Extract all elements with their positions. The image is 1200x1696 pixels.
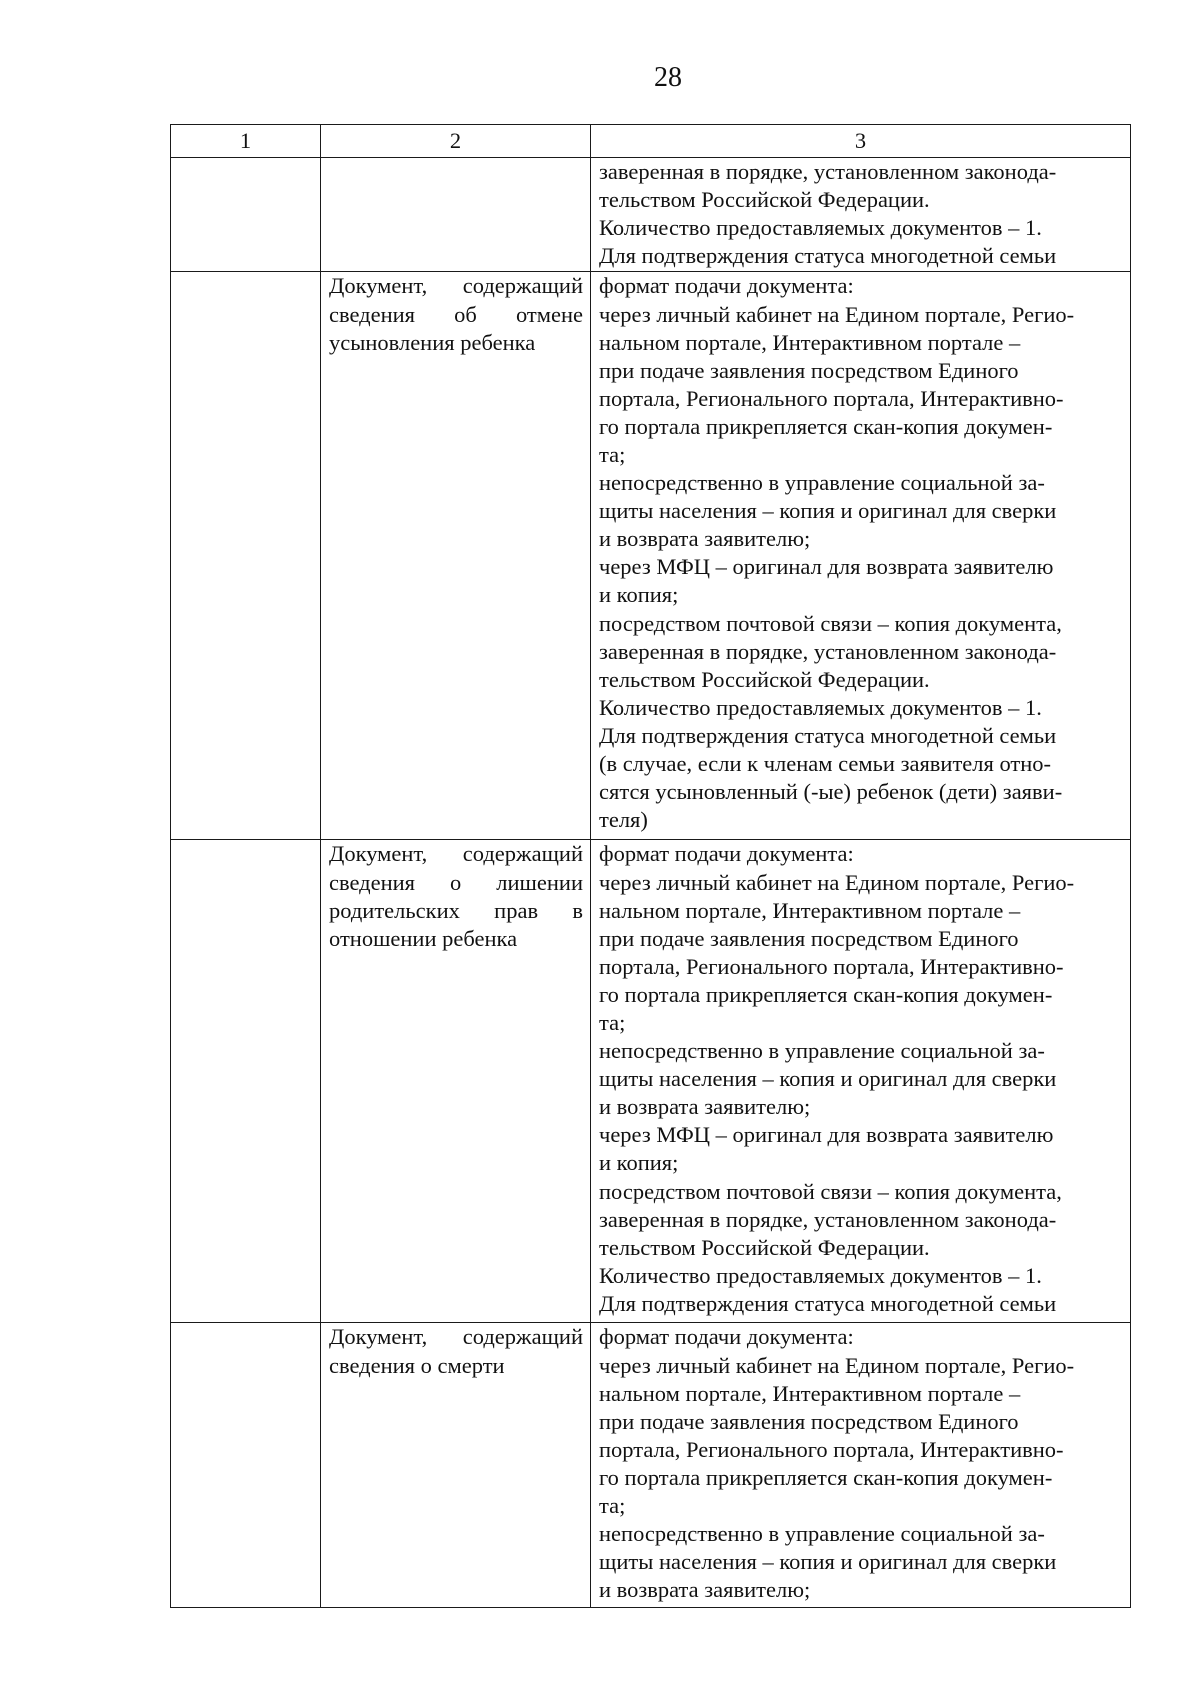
table-cell-col1 [171,272,321,840]
column-header-2: 2 [321,125,591,158]
table-cell-col3 [591,1323,1131,1608]
table-cell-col2 [321,272,591,840]
table-cell-col3 [591,272,1131,840]
table-cell-col2 [321,1323,591,1608]
table-row [171,158,1131,272]
table-cell-col2 [321,840,591,1323]
table-row [171,1323,1131,1608]
cell-text: формат подачи документа: через личный кабинет на Едином портале, Регио- нальном портале, Интерактивном портале – при подаче заявления посредством Единого портала, Регионального портала, Интерактивно- го портала прикрепляется скан-копия докумен- та; непосредственно в управление социальной за- щиты населения – копия и оригинал для сверки и возврата заявителю; [599,1324,1075,1603]
column-header-3: 3 [591,125,1131,158]
cell-text: Документ, содержащий сведения о смерти [329,1324,583,1378]
page-number: 28 [654,62,682,93]
table-row [171,272,1131,840]
document-table [170,124,1131,1608]
cell-text: Документ, содержащий сведения о лишении родительских прав в отношении ребенка [329,841,583,951]
cell-text: заверенная в порядке, установленном законода- тельством Российской Федерации. Количество предоставляемых документов – 1. Для подтверждения статуса многодетной семьи [599,159,1057,269]
table-cell-col1 [171,840,321,1323]
cell-text: Документ, содержащий сведения об отмене усыновления ребенка [329,273,583,355]
table-cell-col3 [591,840,1131,1323]
table-cell-col2 [321,158,591,272]
column-header-1: 1 [171,125,321,158]
table-cell-col1 [171,1323,321,1608]
table-cell-col1 [171,158,321,272]
table-row [171,840,1131,1323]
table-header-row [171,125,1131,158]
cell-text: формат подачи документа: через личный кабинет на Едином портале, Регио- нальном портале, Интерактивном портале – при подаче заявления посредством Единого портала, Регионального портала, Интерактивно- го портала прикрепляется скан-копия докумен- та; непосредственно в управление социальной за- щиты населения – копия и оригинал для сверки и возврата заявителю; через МФЦ – оригинал для возврата заявителю и копия; посредством почтовой связи – копия документа, заверенная в порядке, установленном законода- тельством Российской Федерации. Количество предоставляемых документов – 1. Для подтверждения статуса многодетной семьи [599,841,1075,1316]
cell-text: формат подачи документа: через личный кабинет на Едином портале, Регио- нальном портале, Интерактивном портале – при подаче заявления посредством Единого портала, Регионального портала, Интерактивно- го портала прикрепляется скан-копия докумен- та; непосредственно в управление социальной за- щиты населения – копия и оригинал для сверки и возврата заявителю; через МФЦ – оригинал для возврата заявителю и копия; посредством почтовой связи – копия документа, заверенная в порядке, установленном законода- тельством Российской Федерации. Количество предоставляемых документов – 1. Для подтверждения статуса многодетной семьи (в случае, если к членам семьи заявителя отно- сятся усыновленный (-ые) ребенок (дети) заяви- теля) [599,273,1075,833]
table-cell-col3 [591,158,1131,272]
